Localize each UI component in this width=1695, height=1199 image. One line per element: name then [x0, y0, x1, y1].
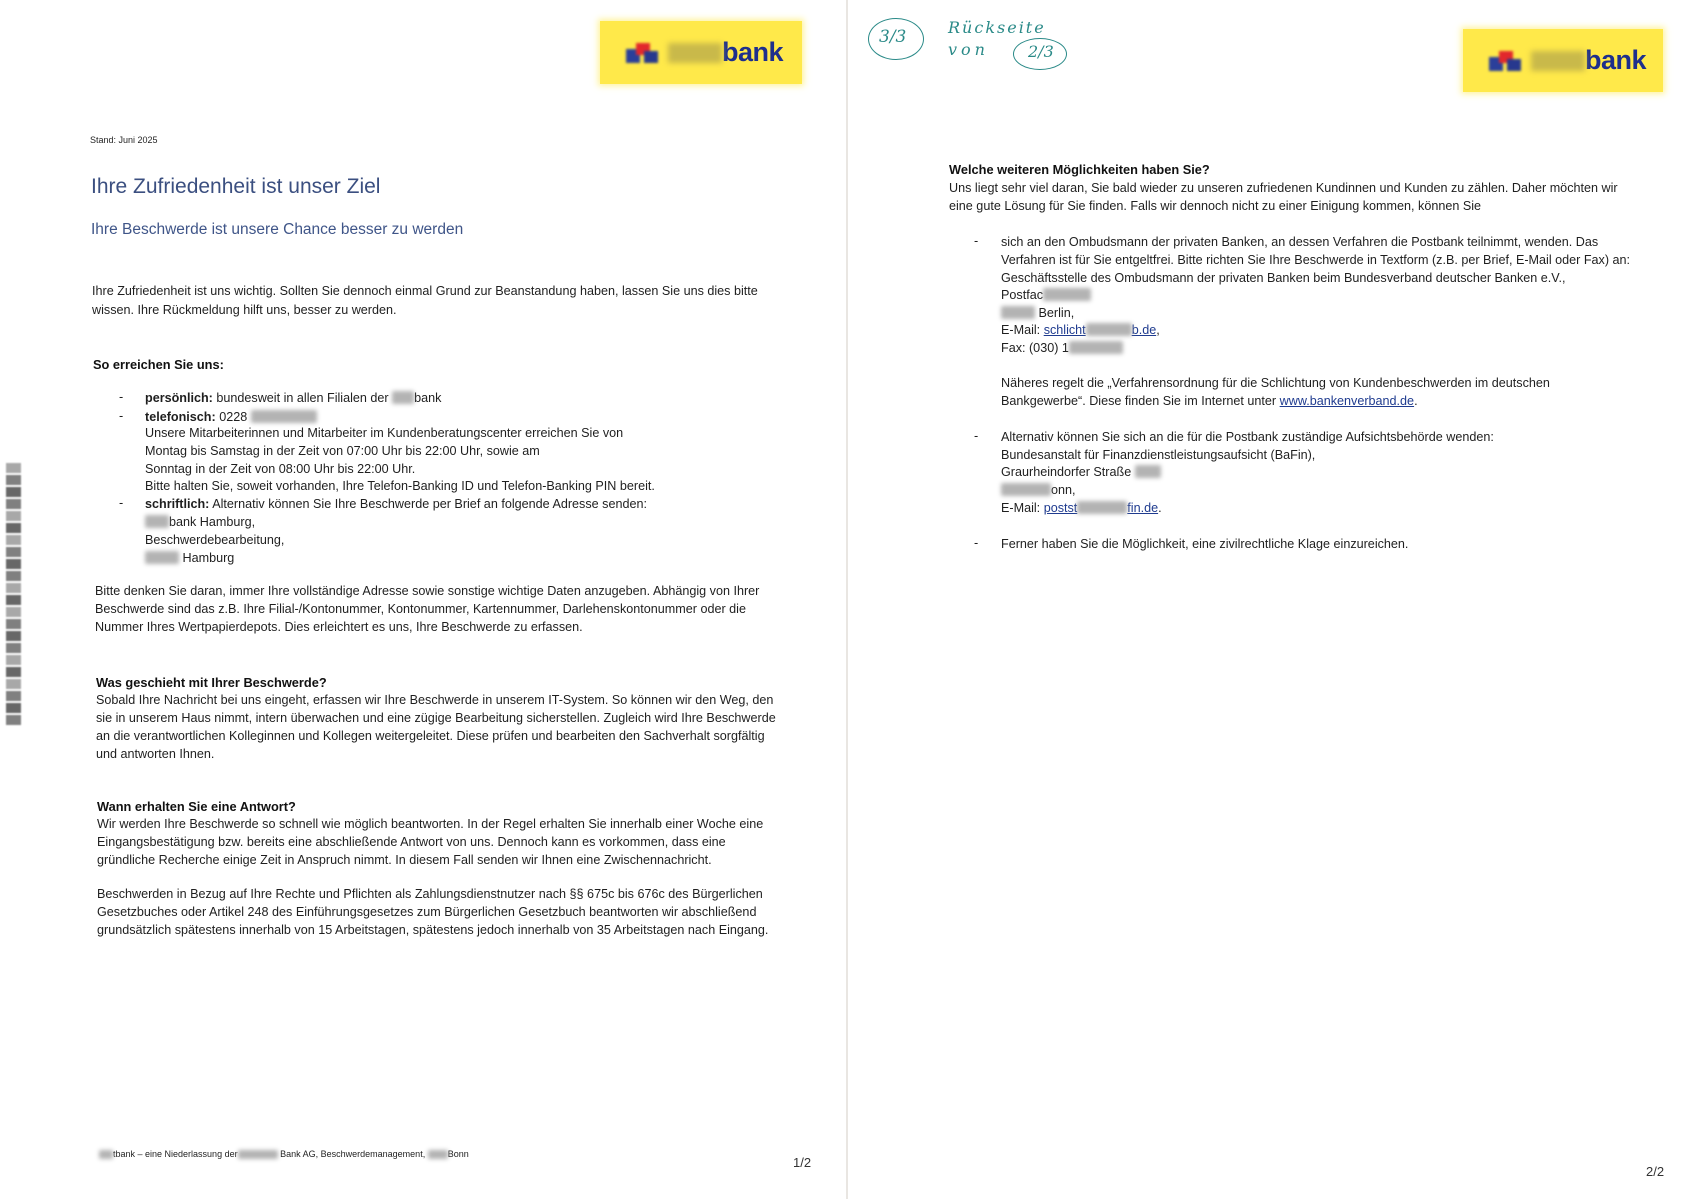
footer-text-2: Bank AG, Beschwerdemanagement, [280, 1149, 426, 1159]
bafin-city-text: onn, [1051, 483, 1076, 497]
email-label: E-Mail: [1001, 323, 1041, 337]
when-line-1: Wir werden Ihre Beschwerde so schnell wie möglich beantworten. In der Regel erhalten Sie innerhalb einer Woche eine [97, 817, 764, 831]
when-line-2: Eingangsbestätigung bzw. bereits eine abschließende Antwort von uns. Dennoch kann es vorkommen, dass eine [97, 835, 726, 849]
logo-word: bank [1585, 45, 1647, 75]
ombuds-city-text: Berlin, [1038, 306, 1075, 320]
handwritten-page-ref: 2/3 [1028, 42, 1054, 61]
phone-line-4: Bitte halten Sie, soweit vorhanden, Ihre Telefon-Banking ID und Telefon-Banking PIN bereit. [145, 479, 655, 493]
bafin-email-link[interactable] [1044, 501, 1158, 515]
rules-text: Bankgewerbe“. Diese finden Sie im Internet unter [1001, 394, 1277, 408]
address-line-3 [145, 550, 234, 567]
bafin-email [1001, 500, 1162, 517]
postbank-logo [1463, 29, 1663, 92]
redacted-zip [1001, 483, 1051, 496]
civil-line: Ferner haben Sie die Möglichkeit, eine zivilrechtliche Klage einzureichen. [1001, 537, 1409, 551]
page-subtitle: Ihre Beschwerde ist unsere Chance besser zu werden [91, 221, 464, 238]
page-footer [99, 1146, 469, 1163]
phone-line-1: Unsere Mitarbeiterinnen und Mitarbeiter im Kundenberatungscenter erreichen Sie von [145, 426, 624, 440]
address-line-2: Beschwerdebearbeitung, [145, 533, 285, 547]
scan-margin-marks [6, 463, 21, 743]
options-line-2: eine gute Lösung für Sie finden. Falls wir dennoch nicht zu einer Einigung kommen, können Sie [949, 199, 1482, 213]
document-page-2 [848, 0, 1695, 1199]
email-part: schlicht [1043, 323, 1086, 337]
reminder-line-2: Beschwerde sind das z.B. Ihre Filial-/Kontonummer, Kontonummer, Kartennummer, Darlehenskontonummer oder die [95, 602, 746, 616]
options-heading: Welche weiteren Möglichkeiten haben Sie? [949, 162, 1210, 177]
contact-heading: So erreichen Sie uns: [93, 357, 224, 372]
ombuds-email [1001, 322, 1160, 339]
ombuds-line-2: Verfahren ist für Sie entgeltfrei. Bitte richten Sie Ihre Beschwerde in Textform (z.B. per Brief, E-Mail oder Fax) an: [1001, 253, 1631, 267]
postbank-mark-icon [1489, 49, 1523, 73]
ombuds-postfach [1001, 287, 1091, 304]
redacted-text [99, 1150, 113, 1159]
email-part: b.de [1131, 323, 1157, 337]
address-line-1-text: bank Hamburg, [169, 515, 256, 529]
what-line-1: Sobald Ihre Nachricht bei uns eingeht, erfassen wir Ihre Beschwerde in unserem IT-System. So können wir den Weg, den [96, 693, 774, 707]
redacted-fax [1069, 341, 1123, 354]
handwritten-page-ref: 3/3 [879, 27, 907, 47]
email-label: E-Mail: [1001, 501, 1041, 515]
stand-date: Stand: Juni 2025 [90, 135, 158, 145]
options-line-1: Uns liegt sehr viel daran, Sie bald wieder zu unseren zufriedenen Kundinnen und Kunden zu zählen. Daher möchten wir [949, 181, 1618, 195]
bafin-line-1: Alternativ können Sie sich an die für die Postbank zuständige Aufsichtsbehörde wenden: [1001, 430, 1494, 444]
phone-line-2: Montag bis Samstag in der Zeit von 07:00 Uhr bis 22:00 Uhr, sowie am [145, 444, 540, 458]
ombuds-email-link[interactable] [1044, 323, 1157, 337]
contact-phone [145, 409, 317, 426]
bafin-line-3 [1001, 464, 1161, 481]
redacted-text [1086, 323, 1132, 336]
redacted-zip [145, 551, 179, 564]
redacted-text [1135, 465, 1161, 478]
bullet-dash: - [119, 409, 124, 423]
law-line-2: Gesetzbuches oder Artikel 248 des Einführungsgesetzes zum Bürgerlichen Gesetzbuch beantworten wir abschließend [97, 905, 757, 919]
postbank-logo [600, 21, 802, 84]
punctuation: . [1414, 394, 1418, 408]
postbank-mark-icon [626, 41, 660, 65]
bullet-dash: - [119, 496, 124, 510]
ombuds-city [1001, 305, 1074, 322]
personal-label: persönlich: [145, 391, 213, 405]
handwritten-note-1: Rückseite [948, 18, 1046, 37]
bullet-dash: - [974, 234, 979, 248]
email-part: fin.de [1127, 501, 1159, 515]
when-line-3: gründliche Recherche einige Zeit in Anspruch nimmt. In diesem Fall senden wir Ihnen eine Zwischennachricht. [97, 853, 712, 867]
redacted-text [428, 1150, 448, 1159]
punctuation: . [1158, 501, 1162, 515]
redacted-text [1077, 501, 1127, 514]
bafin-line-2: Bundesanstalt für Finanzdienstleistungsaufsicht (BaFin), [1001, 448, 1316, 462]
footer-text-3: Bonn [447, 1149, 469, 1159]
rules-line-2 [1001, 393, 1418, 410]
bullet-dash: - [119, 390, 124, 404]
rules-line-1: Näheres regelt die „Verfahrensordnung für die Schlichtung von Kundenbeschwerden im deutschen [1001, 376, 1550, 390]
redacted-logo-text [668, 43, 722, 63]
written-text: Alternativ können Sie Ihre Beschwerde per Brief an folgende Adresse senden: [212, 497, 647, 511]
bullet-dash: - [974, 536, 979, 550]
redacted-phone [251, 410, 317, 423]
document-page-1 [0, 0, 846, 1199]
redacted-text [1043, 288, 1091, 301]
reminder-line-1: Bitte denken Sie daran, immer Ihre vollständige Adresse sowie sonstige wichtige Daten anzugeben. Abhängig von Ihrer [95, 584, 760, 598]
footer-text-1: tbank – eine Niederlassung der [113, 1149, 238, 1159]
what-heading: Was geschieht mit Ihrer Beschwerde? [96, 675, 327, 690]
when-heading: Wann erhalten Sie eine Antwort? [97, 799, 296, 814]
phone-label: telefonisch: [145, 410, 216, 424]
bullet-dash: - [974, 429, 979, 443]
reminder-line-3: Nummer Ihres Wertpapierdepots. Dies erleichtert es uns, Ihre Beschwerde zu erfassen. [95, 620, 583, 634]
bafin-city [1001, 482, 1076, 499]
written-label: schriftlich: [145, 497, 210, 511]
contact-written [145, 496, 647, 513]
address-line-3-text: Hamburg [182, 551, 235, 565]
what-line-3: an die verantwortlichen Kolleginnen und Kollegen weitergeleitet. Diese prüfen und bearbeiten den Sachverhalt sorgfältig [96, 729, 765, 743]
ombuds-line-1: sich an den Ombudsmann der privaten Banken, an dessen Verfahren die Postbank teilnimmt, wenden. Das [1001, 235, 1599, 249]
intro-line-2: wissen. Ihre Rückmeldung hilft uns, besser zu werden. [92, 303, 397, 317]
postfach-text: Postfac [1001, 288, 1043, 302]
personal-suffix: bank [414, 391, 442, 405]
contact-personal [145, 390, 441, 407]
intro-line-1: Ihre Zufriedenheit ist uns wichtig. Sollten Sie dennoch einmal Grund zur Beanstandung haben, lassen Sie uns dies bitte [92, 284, 758, 298]
phone-line-3: Sonntag in der Zeit von 08:00 Uhr bis 22:00 Uhr. [145, 462, 416, 476]
phone-prefix: 0228 [219, 410, 248, 424]
ombuds-fax [1001, 340, 1123, 357]
page-title: Ihre Zufriedenheit ist unser Ziel [91, 175, 381, 198]
bafin-street: Graurheindorfer Straße [1001, 465, 1132, 479]
what-line-2: sie in unserem Haus nimmt, intern überwachen und eine zügige Bearbeitung sicherstellen. Zugleich wird Ihre Beschwerde [96, 711, 776, 725]
punctuation: , [1156, 323, 1160, 337]
bankenverband-link[interactable]: www.bankenverband.de [1279, 394, 1415, 408]
what-line-4: und antworten Ihnen. [96, 747, 215, 761]
address-line-1 [145, 514, 255, 531]
ombuds-line-3: Geschäftsstelle des Ombudsmann der privaten Banken beim Bundesverband deutscher Banken e.V., [1001, 271, 1566, 285]
page-number: 1/2 [793, 1155, 812, 1170]
redacted-text [238, 1150, 278, 1159]
logo-word: bank [722, 37, 784, 67]
redacted-text [392, 391, 414, 404]
handwritten-note-2: von [948, 40, 989, 59]
law-line-1: Beschwerden in Bezug auf Ihre Rechte und Pflichten als Zahlungsdienstnutzer nach §§ 675c bis 676c des Bürgerlichen [97, 887, 763, 901]
personal-text: bundesweit in allen Filialen der [216, 391, 389, 405]
redacted-text [145, 515, 169, 528]
email-part: postst [1043, 501, 1078, 515]
redacted-logo-text [1531, 51, 1585, 71]
fax-text: Fax: (030) 1 [1001, 341, 1069, 355]
law-line-3: grundsätzlich spätestens innerhalb von 15 Arbeitstagen, spätestens jedoch innerhalb von 35 Arbeitstagen nach Eingang. [97, 923, 769, 937]
redacted-zip [1001, 306, 1035, 319]
page-number: 2/2 [1646, 1164, 1665, 1179]
